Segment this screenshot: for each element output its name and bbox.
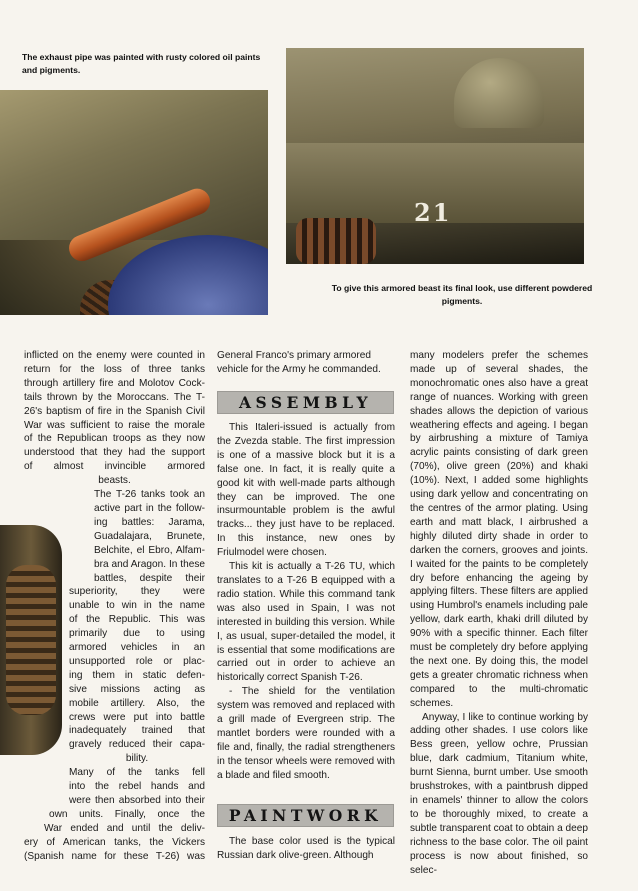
column-1-line: ing battles: Jarama, (94, 516, 205, 528)
column-1-line: sive missions acting as (69, 683, 205, 695)
photo-tank-front (286, 48, 584, 264)
paragraph-col3-1: many modelers prefer the schemes made up of several shades, the monochromatic ones also have a great range of nuances. Working with green shades allows the depiction of various weathering effects and ageing. I began by airbrushing a mixture of Tamiya acrylic paints consisting of dark green (70%), olive green (20%) and khaki (10%). Next, I added some highlights using dark yellow and concentrating on the centres of the armor plating. Using earth and matt black, I airbrushed a highly diluted dirty shade in order to darken the corners, grooves and joints. I waited for the paints to be completely dry before enhancing the ageing by applying filters. These filters are applied using Humbrol's enamels including pale yellow, dark earth, khaki drill diluted by 90% with a specific thinner. Each filter must be completely dry before applying the next one. By doing this, the model gets a greater chromatic richness when compared to the multi-chromatic schemes. (410, 350, 588, 709)
column-1-line: Many of the tanks fell (69, 767, 205, 779)
column-1-line: superiority, they were (69, 586, 205, 598)
column-1-line: mobile artillery. Also, the (69, 697, 205, 709)
photo-exhaust-pipe (0, 90, 268, 315)
column-1-line: primarily due to using (69, 628, 205, 640)
column-1-line: ery of American tanks, the Vickers (24, 836, 205, 848)
column-1-line: War was sufficient to raise the morale (24, 419, 205, 431)
column-1-line: inadequately trained that (69, 725, 205, 737)
column-1-line: unsupported role or plac- (69, 655, 205, 667)
column-1-line: of the Republican troops as they now (24, 433, 205, 445)
heading-paintwork: PAINTWORK (217, 804, 394, 827)
column-1-line: battles, despite their (94, 572, 205, 584)
column-1-line: beasts. (98, 475, 131, 487)
column-1-line: tails thrown by the Moroccans. The T- (24, 391, 205, 403)
paragraph-intro: General Franco's primary armored vehicle for the Army he commanded. (217, 350, 381, 375)
paragraph-paintwork-1: The base color used is the typical Russian dark olive-green. Although (217, 836, 395, 861)
column-1-line: 26's baptism of fire in the Spanish Civil (24, 405, 205, 417)
column-1-line: understood that they had the support (24, 447, 205, 459)
column-3 (410, 349, 588, 877)
column-2 (217, 349, 395, 377)
caption-pigments: To give this armored beast its final look, use different powdered pigments. (331, 283, 593, 306)
column-1-line: of almost invincible armored (24, 461, 205, 473)
column-2-assembly (217, 421, 395, 783)
paragraph-assembly-2: This kit is actually a T-26 TU, which translates to a T-26 B equipped with a radio station. While this command tank was also used in Spain, I was not interested in building this version. While I, as usual, super-detailed the model, it is essential that some modifications are carried out in order to achieve an historically correct Spanish T-26. (217, 561, 395, 684)
column-1-line: into the rebel hands and (69, 781, 205, 793)
column-1-line: Guadalajara, Brunete, (94, 530, 205, 542)
column-1-line: The T-26 tanks took an (94, 489, 205, 501)
column-1-line: return for the loss of three tanks (24, 363, 205, 375)
tank-number: 21 (414, 198, 452, 227)
column-1-line: unable to win in the name (69, 600, 205, 612)
column-1-line: gravely reduced their capa- (69, 739, 205, 751)
column-1-line: of the Republic. This was (69, 614, 205, 626)
column-1-line: Belchite, el Ebro, Alfam- (94, 544, 205, 556)
column-1-line: War ended and until the deliv- (44, 822, 205, 834)
column-1 (24, 349, 205, 864)
column-1-line: bra and Aragon. In these (94, 558, 205, 570)
paragraph-assembly-1: This Italeri-issued is actually from the Zvezda stable. The first impression is one of a massive block but it is a false one. In fact, it is really quite a good kit with well-made parts although they can be improved. The one insurmountable problem is the awful tracks... they just have to be replaced. In this instance, new ones by Friulmodel were chosen. (217, 422, 395, 559)
column-1-line: bility. (125, 753, 149, 765)
caption-exhaust: The exhaust pipe was painted with rusty colored oil paints and pigments. (22, 52, 261, 75)
column-1-line: inflicted on the enemy were counted in (24, 350, 205, 361)
column-2-paintwork (217, 835, 395, 863)
paragraph-assembly-3: - The shield for the ventilation system was removed and replaced with a grill made of Evergreen strip. The mantlet borders were rounded with a file and, finally, the radial strengtheners in the tensor wheels were removed with a blade and filed smooth. (217, 686, 395, 781)
column-1-line: armored vehicles in an (69, 642, 205, 654)
paragraph-col3-2: Anyway, I like to continue working by adding other shades. I use colors like Bess green, yellow ochre, Prussian blue, dark cadmium, Titanium white, burnt Sienna, burnt umber. Use smooth brushstrokes, with a paintbrush dipped in enamels' thinner to allow the colors to be thoroughly mixed, to create a subtle transparent coat to obtain a deep richness to the base color. The oil paint process is now about finished, so selec- (410, 711, 588, 876)
heading-assembly: ASSEMBLY (217, 391, 394, 414)
column-1-line: own units. Finally, once the (49, 808, 205, 820)
column-1-line: (Spanish name for these T-26) was (24, 850, 205, 862)
column-1-line: were then absorbed into their (69, 795, 205, 806)
column-1-line: ing them in static defen- (69, 669, 205, 681)
column-1-line: active part in the follow- (94, 502, 205, 514)
column-1-line: crews were put into battle (69, 711, 205, 723)
column-1-line: through artillery fire and Molotov Cock- (24, 377, 205, 389)
